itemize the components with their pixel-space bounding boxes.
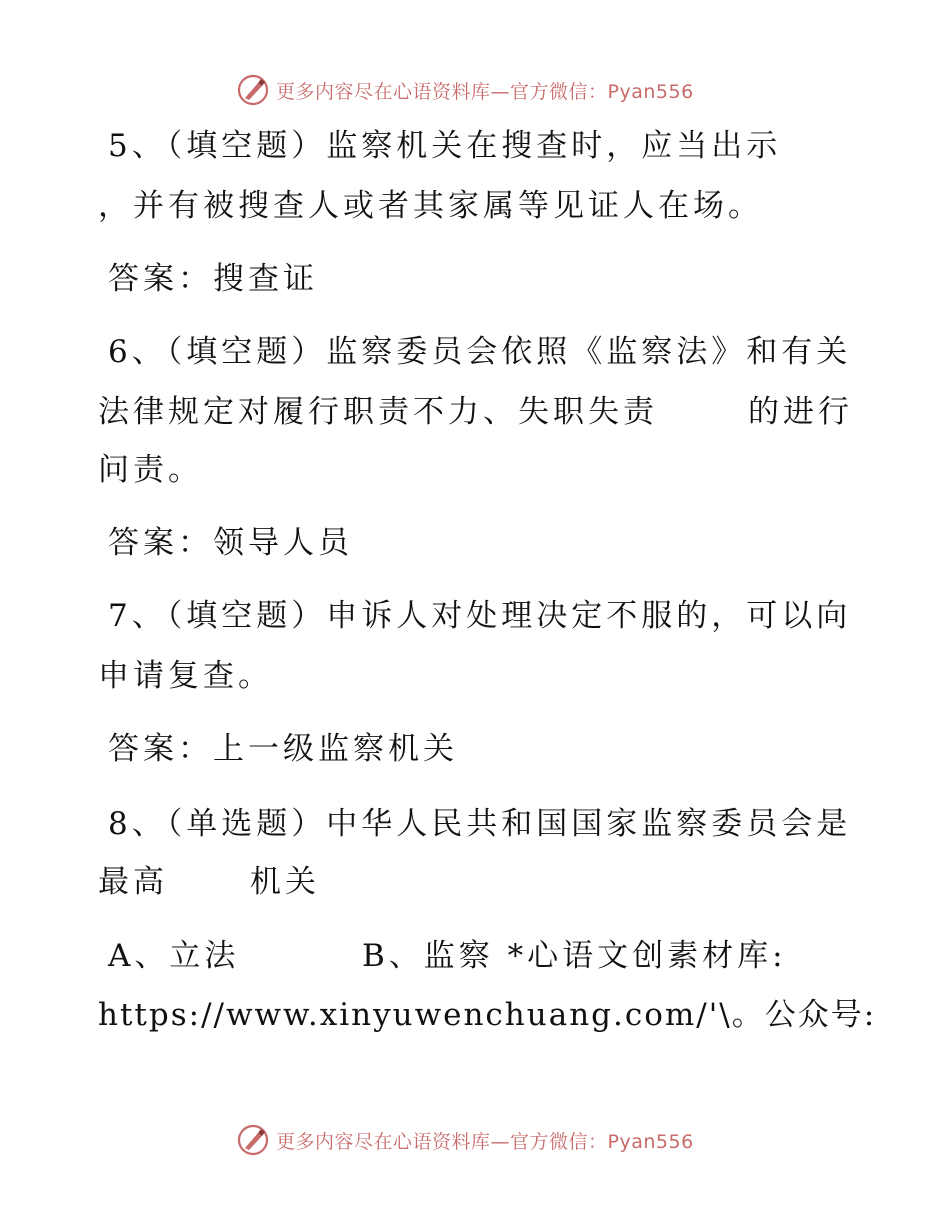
question-6-line-2-end: 的进行 xyxy=(748,394,853,430)
question-6-line-2: 法律规定对履行职责不力、失职失责 xyxy=(98,394,658,430)
footer-banner xyxy=(236,1122,716,1158)
question-8-line-2: 最高 xyxy=(98,864,168,900)
option-b: B、监察 *心语文创素材库: xyxy=(362,938,787,974)
question-7-line-2: 申请复查。 xyxy=(98,658,273,694)
question-7-line-1: 7、（填空题）申诉人对处理决定不服的，可以向 xyxy=(108,598,852,634)
header-banner-text: 更多内容尽在心语资料库—官方微信：Pyan556 xyxy=(276,80,694,103)
question-8-line-2-end: 机关 xyxy=(250,864,320,900)
footer-banner-text: 更多内容尽在心语资料库—官方微信：Pyan556 xyxy=(276,1130,694,1153)
website-url-line: https://www.xinyuwenchuang.com/'\。公众号: xyxy=(98,997,877,1033)
question-6-line-3: 问责。 xyxy=(98,452,203,488)
question-8-line-1: 8、（单选题）中华人民共和国国家监察委员会是 xyxy=(108,806,852,842)
pen-logo-icon xyxy=(236,73,270,107)
option-a: A、立法 xyxy=(108,938,240,974)
question-5-line-2: ，并有被搜查人或者其家属等见证人在场。 xyxy=(98,188,763,224)
answer-7: 答案：上一级监察机关 xyxy=(108,731,458,767)
answer-6: 答案：领导人员 xyxy=(108,525,353,561)
question-6-line-1: 6、（填空题）监察委员会依照《监察法》和有关 xyxy=(108,334,852,370)
question-5-line-1: 5、（填空题）监察机关在搜查时，应当出示 xyxy=(108,128,782,164)
answer-5: 答案：搜查证 xyxy=(108,261,318,297)
header-banner xyxy=(236,72,716,108)
pen-logo-icon xyxy=(236,1123,270,1157)
